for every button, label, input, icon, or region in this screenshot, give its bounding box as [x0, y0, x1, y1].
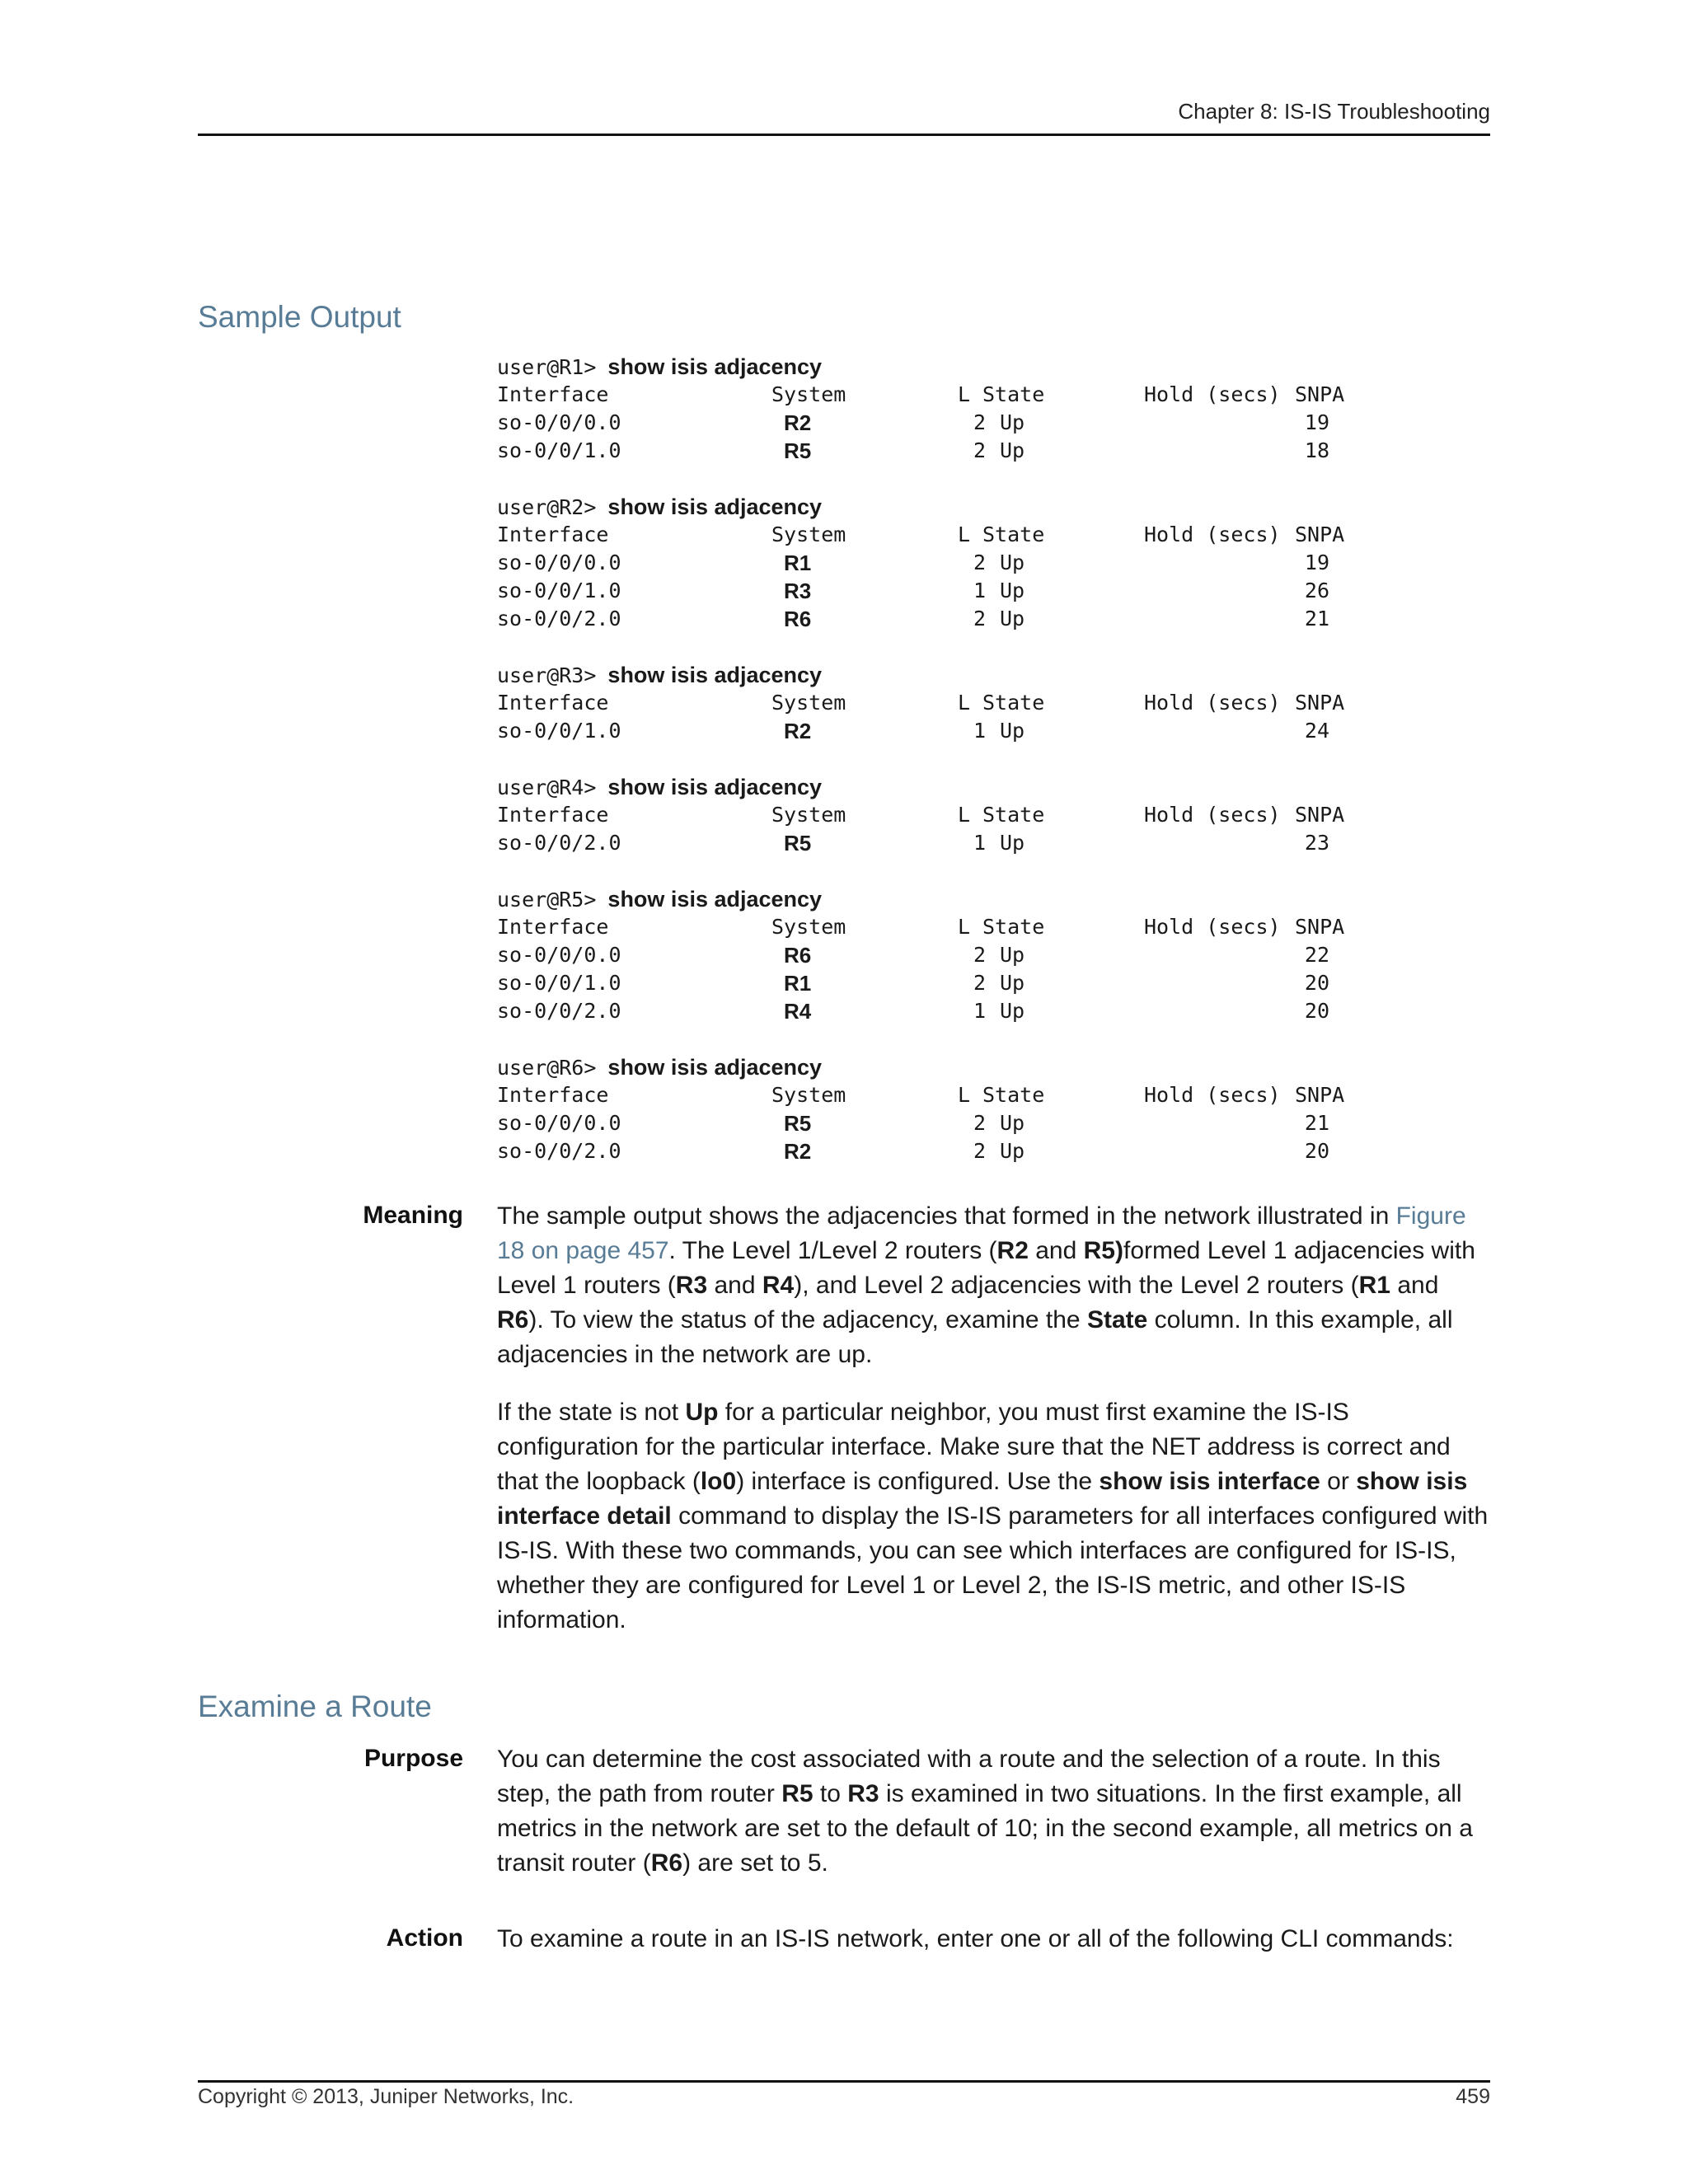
- cell-interface: so-0/0/1.0: [497, 579, 621, 602]
- cli-prompt: user@R4>: [497, 776, 597, 799]
- header-snpa: SNPA: [1295, 1083, 1345, 1107]
- header-interface: Interface: [497, 523, 609, 546]
- header-system: System: [771, 1083, 846, 1107]
- header-interface: Interface: [497, 382, 609, 406]
- cell-interface: so-0/0/2.0: [497, 1139, 621, 1163]
- sample-output-heading: Sample Output: [198, 300, 401, 334]
- page-number: 459: [1456, 2085, 1490, 2108]
- cli-header-row: [497, 1081, 1486, 1109]
- cell-state: Up: [1000, 607, 1025, 630]
- cli-command: show isis adjacency: [607, 775, 823, 799]
- header-level: L: [958, 523, 971, 546]
- chapter-title: Chapter 8: IS-IS Troubleshooting: [1178, 99, 1490, 124]
- header-state: State: [982, 915, 1045, 939]
- cli-block: [497, 885, 1486, 1025]
- cli-command: show isis adjacency: [607, 354, 823, 379]
- header-system: System: [771, 803, 846, 827]
- cell-system: R2: [784, 410, 812, 435]
- cell-level: 1: [973, 831, 987, 855]
- figure-link[interactable]: Figure 18 on page 457: [497, 1202, 1466, 1264]
- cell-interface: so-0/0/2.0: [497, 999, 621, 1023]
- cell-system: R6: [784, 607, 812, 631]
- cli-block: [497, 1053, 1486, 1165]
- cli-row: [497, 1109, 1486, 1137]
- header-snpa: SNPA: [1295, 691, 1345, 715]
- cli-row: [497, 941, 1486, 969]
- meaning-text: [497, 1199, 1491, 1638]
- meaning-paragraph-2: If the state is not Up for a particular neighbor, you must first examine the IS-IS configuration for the particular interface. Make sure that the NET address is correct and that the loopback (lo0) interface is configured. Use the show isis interface or show isis interface detail command to display the IS-IS parameters for all interfaces configured with IS-IS. With these two commands, you can see which interfaces are configured for IS-IS, whether they are configured for Level 1 or Level 2, the IS-IS metric, and other IS-IS information.: [497, 1399, 1489, 1633]
- cell-interface: so-0/0/2.0: [497, 607, 621, 630]
- cell-state: Up: [1000, 1111, 1025, 1135]
- header-level: L: [958, 915, 971, 939]
- cell-hold: 20: [1304, 971, 1329, 995]
- cell-interface: so-0/0/0.0: [497, 1111, 621, 1135]
- cell-hold: 24: [1304, 719, 1329, 743]
- header-level: L: [958, 1083, 971, 1107]
- cli-command: show isis adjacency: [607, 663, 823, 687]
- cli-header-row: [497, 381, 1486, 409]
- cli-prompt-line: [497, 493, 1486, 521]
- header-hold: Hold (secs): [1144, 691, 1281, 715]
- cell-interface: so-0/0/0.0: [497, 551, 621, 574]
- meaning-paragraph-1: The sample output shows the adjacencies that formed in the network illustrated in Figure 18 on page 457. The Level 1/Level 2 routers (R2 and R5)formed Level 1 adjacencies with Level 1 routers (R3 and R4), and Level 2 adjacencies with the Level 2 routers (R1 and R6). To view the status of the adjacency, examine the State column. In this example, all adjacencies in the network are up.: [497, 1202, 1475, 1368]
- cell-state: Up: [1000, 1139, 1025, 1163]
- header-hold: Hold (secs): [1144, 523, 1281, 546]
- cli-row: [497, 409, 1486, 437]
- cell-hold: 21: [1304, 1111, 1329, 1135]
- cli-prompt-line: [497, 353, 1486, 381]
- meaning-label: Meaning: [363, 1202, 463, 1229]
- cell-system: R5: [784, 438, 812, 463]
- cli-row: [497, 829, 1486, 857]
- cli-prompt: user@R5>: [497, 888, 597, 912]
- header-divider: [198, 134, 1490, 136]
- purpose-label: Purpose: [363, 1745, 463, 1772]
- header-snpa: SNPA: [1295, 803, 1345, 827]
- header-system: System: [771, 691, 846, 715]
- cli-block: [497, 773, 1486, 857]
- header-interface: Interface: [497, 1083, 609, 1107]
- header-state: State: [982, 691, 1045, 715]
- cli-row: [497, 969, 1486, 997]
- cell-level: 2: [973, 438, 987, 462]
- header-level: L: [958, 803, 971, 827]
- cell-state: Up: [1000, 438, 1025, 462]
- purpose-text: You can determine the cost associated with a route and the selection of a route. In this step, the path from router R5 to R3 is examined in two situations. In the first example, all metrics in the network are set to the default of 10; in the second example, all metrics on a transit router (R6) are set to 5.: [497, 1746, 1473, 1877]
- header-interface: Interface: [497, 691, 609, 715]
- cli-prompt-line: [497, 773, 1486, 801]
- cell-interface: so-0/0/0.0: [497, 943, 621, 967]
- cell-level: 1: [973, 579, 987, 602]
- header-interface: Interface: [497, 915, 609, 939]
- cell-level: 2: [973, 971, 987, 995]
- cell-hold: 26: [1304, 579, 1329, 602]
- cli-row: [497, 437, 1486, 465]
- header-level: L: [958, 691, 971, 715]
- cell-state: Up: [1000, 943, 1025, 967]
- cell-interface: so-0/0/2.0: [497, 831, 621, 855]
- cell-level: 1: [973, 719, 987, 743]
- cell-hold: 19: [1304, 410, 1329, 434]
- cell-level: 2: [973, 607, 987, 630]
- cli-header-row: [497, 521, 1486, 549]
- cell-hold: 23: [1304, 831, 1329, 855]
- cell-state: Up: [1000, 719, 1025, 743]
- cell-hold: 18: [1304, 438, 1329, 462]
- cell-state: Up: [1000, 579, 1025, 602]
- cell-interface: so-0/0/1.0: [497, 438, 621, 462]
- cli-block: [497, 661, 1486, 745]
- action-text: To examine a route in an IS-IS network, enter one or all of the following CLI commands:: [497, 1925, 1454, 1952]
- cli-prompt: user@R2>: [497, 495, 597, 519]
- cell-level: 2: [973, 410, 987, 434]
- header-state: State: [982, 382, 1045, 406]
- header-snpa: SNPA: [1295, 382, 1345, 406]
- cli-header-row: [497, 913, 1486, 941]
- action-label: Action: [386, 1924, 463, 1952]
- cell-system: R1: [784, 551, 812, 575]
- cli-header-row: [497, 801, 1486, 829]
- cell-system: R6: [784, 943, 812, 968]
- examine-route-heading: Examine a Route: [198, 1690, 432, 1723]
- header-hold: Hold (secs): [1144, 915, 1281, 939]
- cli-command: show isis adjacency: [607, 494, 823, 519]
- cell-system: R5: [784, 831, 812, 855]
- header-state: State: [982, 1083, 1045, 1107]
- cli-row: [497, 549, 1486, 577]
- header-interface: Interface: [497, 803, 609, 827]
- cli-block: [497, 493, 1486, 633]
- cell-state: Up: [1000, 971, 1025, 995]
- cli-row: [497, 605, 1486, 633]
- cell-state: Up: [1000, 999, 1025, 1023]
- cell-interface: so-0/0/1.0: [497, 719, 621, 743]
- cli-header-row: [497, 689, 1486, 717]
- cell-system: R2: [784, 1139, 812, 1164]
- cell-system: R5: [784, 1111, 812, 1136]
- cell-state: Up: [1000, 551, 1025, 574]
- header-hold: Hold (secs): [1144, 803, 1281, 827]
- cell-level: 2: [973, 1139, 987, 1163]
- header-hold: Hold (secs): [1144, 382, 1281, 406]
- cell-hold: 22: [1304, 943, 1329, 967]
- cli-row: [497, 997, 1486, 1025]
- cli-prompt: user@R1>: [497, 355, 597, 379]
- cli-command: show isis adjacency: [607, 887, 823, 912]
- cell-system: R2: [784, 719, 812, 743]
- header-state: State: [982, 523, 1045, 546]
- cell-system: R3: [784, 579, 812, 603]
- cell-level: 2: [973, 1111, 987, 1135]
- header-snpa: SNPA: [1295, 915, 1345, 939]
- cli-command: show isis adjacency: [607, 1055, 823, 1080]
- cell-hold: 20: [1304, 1139, 1329, 1163]
- cli-row: [497, 717, 1486, 745]
- copyright: Copyright © 2013, Juniper Networks, Inc.: [198, 2085, 574, 2108]
- cell-state: Up: [1000, 410, 1025, 434]
- header-level: L: [958, 382, 971, 406]
- cell-level: 2: [973, 551, 987, 574]
- cell-level: 1: [973, 999, 987, 1023]
- cell-state: Up: [1000, 831, 1025, 855]
- cli-prompt-line: [497, 885, 1486, 913]
- header-system: System: [771, 523, 846, 546]
- cli-row: [497, 1137, 1486, 1165]
- header-hold: Hold (secs): [1144, 1083, 1281, 1107]
- cli-prompt: user@R3>: [497, 663, 597, 687]
- cell-interface: so-0/0/1.0: [497, 971, 621, 995]
- cell-level: 2: [973, 943, 987, 967]
- cli-prompt-line: [497, 1053, 1486, 1081]
- cli-prompt: user@R6>: [497, 1056, 597, 1080]
- cli-row: [497, 577, 1486, 605]
- cell-hold: 20: [1304, 999, 1329, 1023]
- cell-system: R1: [784, 971, 812, 996]
- cell-hold: 19: [1304, 551, 1329, 574]
- footer-divider: [198, 2080, 1490, 2083]
- header-snpa: SNPA: [1295, 523, 1345, 546]
- cell-interface: so-0/0/0.0: [497, 410, 621, 434]
- cell-system: R4: [784, 999, 812, 1024]
- header-system: System: [771, 382, 846, 406]
- cell-hold: 21: [1304, 607, 1329, 630]
- cli-block: [497, 353, 1486, 465]
- header-system: System: [771, 915, 846, 939]
- header-state: State: [982, 803, 1045, 827]
- cli-prompt-line: [497, 661, 1486, 689]
